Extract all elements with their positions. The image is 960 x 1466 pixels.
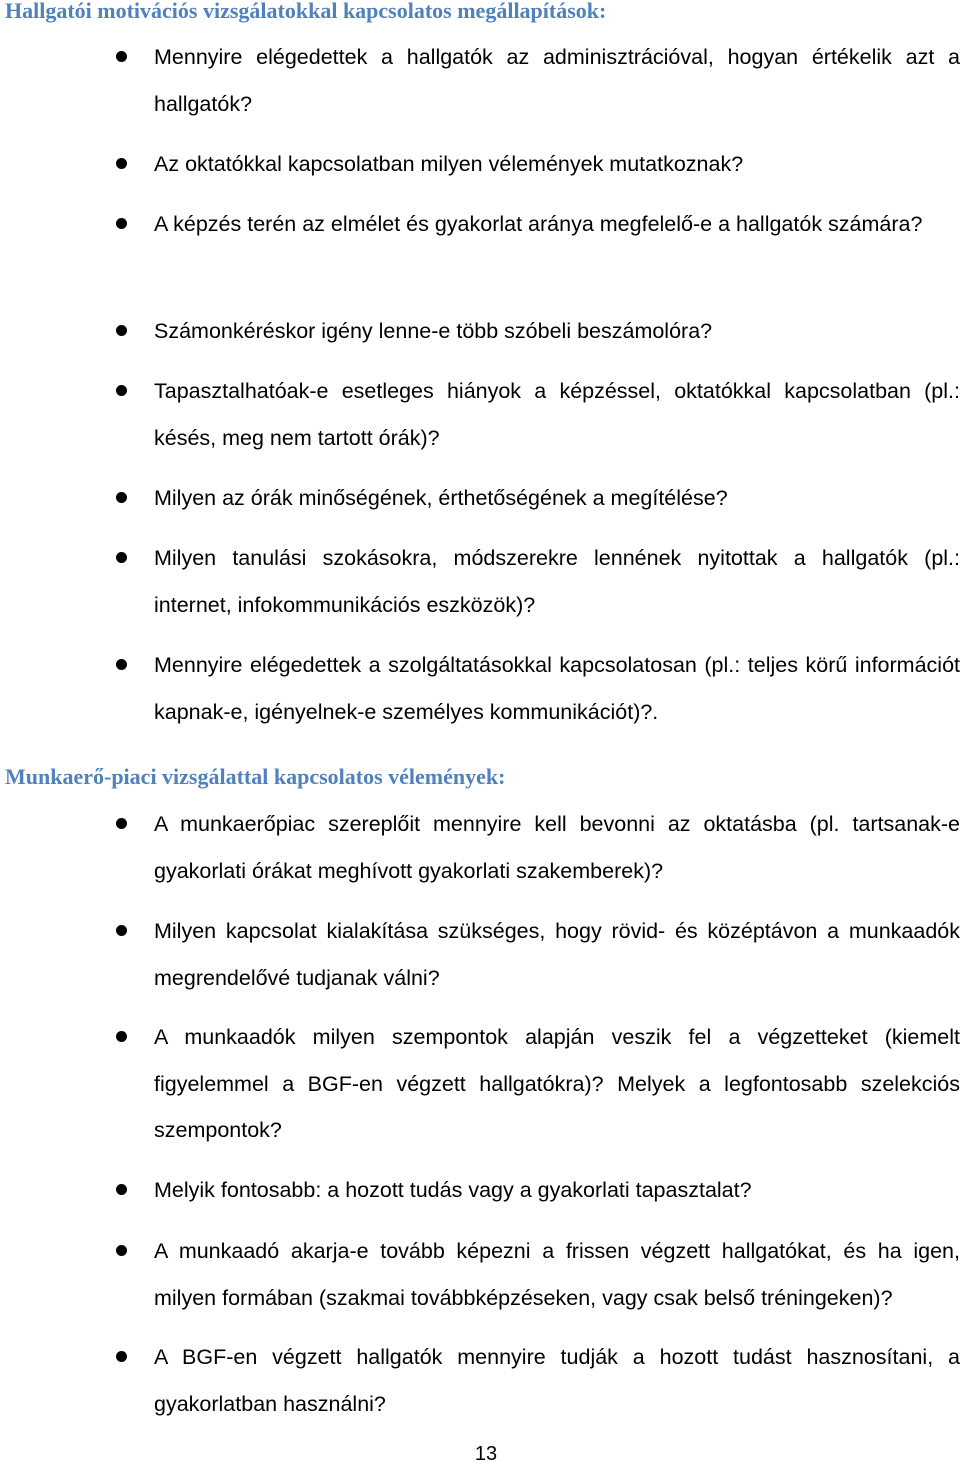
list-item: A munkaadók milyen szempontok alapján veszik fel a végzetteket (kiemelt figyelemmel a BGF-en végzett hallgatókra)? Melyek a legfontosabb szelekciós szempontok? (154, 1014, 960, 1154)
section-heading-student-motivation: Hallgatói motivációs vizsgálatokkal kapcsolatos megállapítások: (5, 0, 607, 23)
list-item: Mennyire elégedettek a szolgáltatásokkal kapcsolatosan (pl.: teljes körű információt kapnak-e, igényelnek-e személyes kommunikációt)?. (154, 642, 960, 735)
list-item: A BGF-en végzett hallgatók mennyire tudják a hozott tudást hasznosítani, a gyakorlatban használni? (154, 1334, 960, 1427)
list-item: A munkaerőpiac szereplőit mennyire kell bevonni az oktatásba (pl. tartsanak-e gyakorlati órákat meghívott gyakorlati szakemberek)? (154, 801, 960, 894)
bullet-icon (116, 1184, 127, 1195)
bullet-icon (116, 385, 127, 396)
bullet-icon (116, 51, 127, 62)
list-item: A munkaadó akarja-e tovább képezni a frissen végzett hallgatókat, és ha igen, milyen formában (szakmai továbbképzéseken, vagy csak belső tréningeken)? (154, 1228, 960, 1321)
bullet-icon (116, 659, 127, 670)
bullet-icon (116, 158, 127, 169)
list-item: Mennyire elégedettek a hallgatók az adminisztrációval, hogyan értékelik azt a hallgatók? (154, 34, 960, 127)
bullet-icon (116, 1351, 127, 1362)
bullet-icon (116, 492, 127, 503)
list-item: Melyik fontosabb: a hozott tudás vagy a gyakorlati tapasztalat? (154, 1167, 960, 1214)
bullet-icon (116, 1245, 127, 1256)
list-item: A képzés terén az elmélet és gyakorlat aránya megfelelő-e a hallgatók számára? (154, 201, 960, 248)
list-item: Az oktatókkal kapcsolatban milyen vélemények mutatkoznak? (154, 141, 960, 188)
list-item: Milyen az órák minőségének, érthetőségének a megítélése? (154, 475, 960, 522)
section-heading-labour-market: Munkaerő-piaci vizsgálattal kapcsolatos vélemények: (5, 764, 506, 789)
bullet-icon (116, 925, 127, 936)
page-number: 13 (474, 1443, 498, 1465)
list-item: Milyen tanulási szokásokra, módszerekre lennének nyitottak a hallgatók (pl.: internet, infokommunikációs eszközök)? (154, 535, 960, 628)
bullet-icon (116, 552, 127, 563)
bullet-icon (116, 1031, 127, 1042)
list-item: Milyen kapcsolat kialakítása szükséges, hogy rövid- és középtávon a munkaadók megrendelővé tudjanak válni? (154, 908, 960, 1001)
list-item: Számonkéréskor igény lenne-e több szóbeli beszámolóra? (154, 308, 960, 355)
bullet-icon (116, 218, 127, 229)
list-item: Tapasztalhatóak-e esetleges hiányok a képzéssel, oktatókkal kapcsolatban (pl.: késés, meg nem tartott órák)? (154, 368, 960, 461)
bullet-icon (116, 325, 127, 336)
bullet-icon (116, 818, 127, 829)
